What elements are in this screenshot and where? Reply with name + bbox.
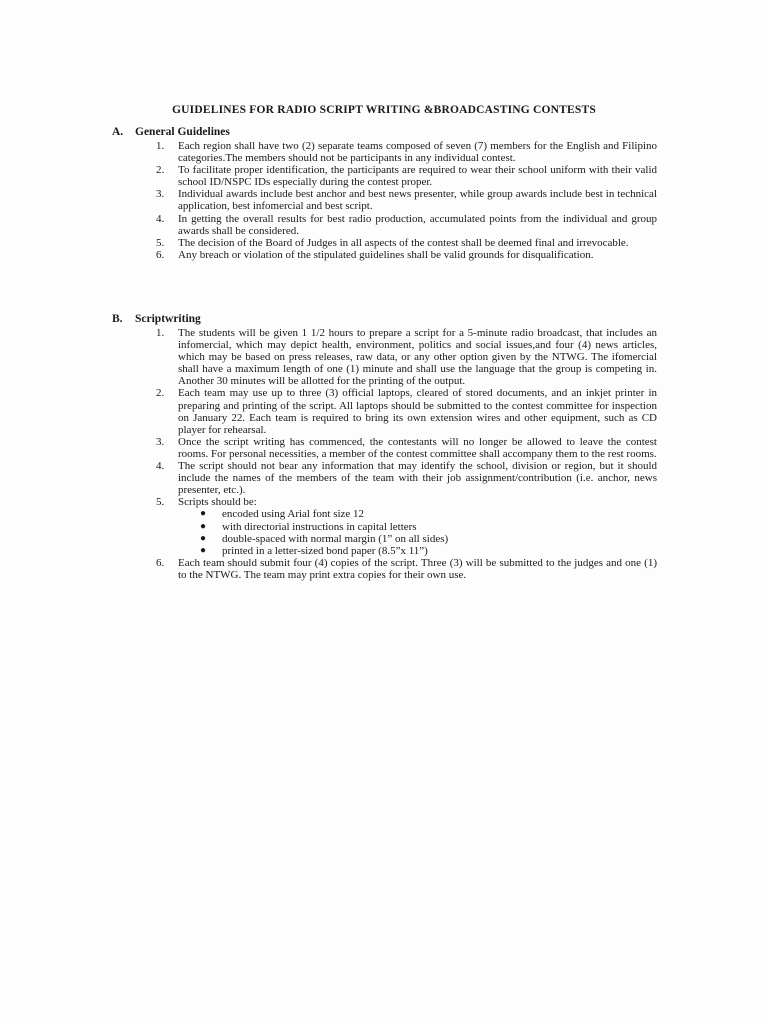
guideline-list: [112, 140, 657, 261]
item-text: Individual awards include best anchor and best news presenter, while group awards include best in technical application, best infomercial and best script.: [178, 188, 657, 213]
item-number: 3.: [156, 188, 165, 201]
item-number: 2.: [156, 387, 165, 400]
section-letter: A.: [112, 126, 124, 138]
item-text: Each team should submit four (4) copies of the script. Three (3) will be submitted to the judges and one (1) to the NTWG. The team may print extra copies for their own use.: [178, 556, 657, 581]
section-heading-text: General Guidelines: [135, 126, 230, 138]
list-item: [112, 237, 657, 249]
list-item: [112, 213, 657, 237]
list-item: [112, 436, 657, 460]
item-number: 5.: [156, 236, 165, 249]
item-text: The script should not bear any information that may identify the school, division or region, but it should include the names of the members of the team with their job assignment/contribution (i.e. anchor, news presenter, etc.).: [178, 460, 657, 497]
item-number: 3.: [156, 435, 165, 448]
item-number: 1.: [156, 327, 165, 339]
item-text: Any breach or violation of the stipulated guidelines shall be valid grounds for disqualification.: [178, 248, 594, 261]
bullet-icon: ●: [200, 532, 207, 544]
item-number: 4.: [156, 212, 165, 225]
list-item: [112, 140, 657, 164]
bullet-text: printed in a letter-sized bond paper (8.5”x 11”): [222, 544, 428, 557]
bullet-list: [178, 508, 657, 556]
list-item: [112, 557, 657, 581]
section-heading: [112, 126, 657, 139]
list-item: [112, 188, 657, 212]
list-item: [112, 164, 657, 188]
list-item: [112, 496, 657, 556]
list-item: [112, 249, 657, 261]
bullet-text: double-spaced with normal margin (1” on all sides): [222, 532, 449, 545]
item-text: In getting the overall results for best radio production, accumulated points from the individual and group awards shall be considered.: [178, 212, 657, 237]
item-text: Scripts should be:: [178, 496, 257, 509]
bullet-text: encoded using Arial font size 12: [222, 508, 365, 521]
section-heading: [112, 313, 657, 326]
document-title: GUIDELINES FOR RADIO SCRIPT WRITING &BROADCASTING CONTESTS: [172, 104, 596, 116]
bullet-item: [200, 545, 657, 557]
section-heading-text: Scriptwriting: [135, 313, 201, 325]
item-number: 4.: [156, 460, 165, 473]
scriptwriting-list: [112, 327, 657, 581]
item-text: To facilitate proper identification, the participants are required to wear their school uniform with their valid school ID/NSPC IDs especially during the contest proper.: [178, 164, 657, 189]
item-number: 6.: [156, 248, 165, 261]
list-item: [112, 327, 657, 387]
list-item: [112, 460, 657, 496]
bullet-item: [200, 533, 657, 545]
bullet-item: [200, 508, 657, 520]
bullet-item: [200, 521, 657, 533]
item-number: 6.: [156, 556, 165, 569]
item-text: Each team may use up to three (3) official laptops, cleared of stored documents, and an inkjet printer in preparing and printing of the script. All laptops should be submitted to the contest committee for inspection on January 22. Each team is required to bring its own extension wires and other equipment, such as CD player for rehearsal.: [178, 387, 657, 436]
item-text: Once the script writing has commenced, the contestants will no longer be allowed to leave the contest rooms. For personal necessities, a member of the contest committee shall accompany them to the rest rooms.: [178, 435, 657, 460]
item-text: Each region shall have two (2) separate teams composed of seven (7) members for the English and Filipino categories.The members should not be participants in any individual contest.: [178, 140, 657, 165]
item-number: 1.: [156, 140, 165, 152]
bullet-icon: ●: [200, 520, 207, 532]
bullet-icon: ●: [200, 508, 207, 520]
section-scriptwriting: [112, 313, 657, 581]
section-letter: B.: [112, 313, 123, 325]
list-item: [112, 387, 657, 435]
item-number: 5.: [156, 496, 165, 509]
section-general-guidelines: [112, 126, 657, 261]
item-text: The decision of the Board of Judges in all aspects of the contest shall be deemed final and irrevocable.: [178, 236, 629, 249]
bullet-text: with directorial instructions in capital letters: [222, 520, 417, 533]
item-text: The students will be given 1 1/2 hours to prepare a script for a 5-minute radio broadcast, that includes an infomercial, which may depict health, environment, politics and social issues,and four (4) news articles, which may be based on press releases, raw data, or any other option given by the NTWG. The ifomercial shall have a maximum length of one (1) minute and shall use the language that the group is competing in. Another 30 minutes will be allotted for the printing of the output.: [178, 327, 657, 388]
item-number: 2.: [156, 164, 165, 177]
bullet-icon: ●: [200, 544, 207, 556]
